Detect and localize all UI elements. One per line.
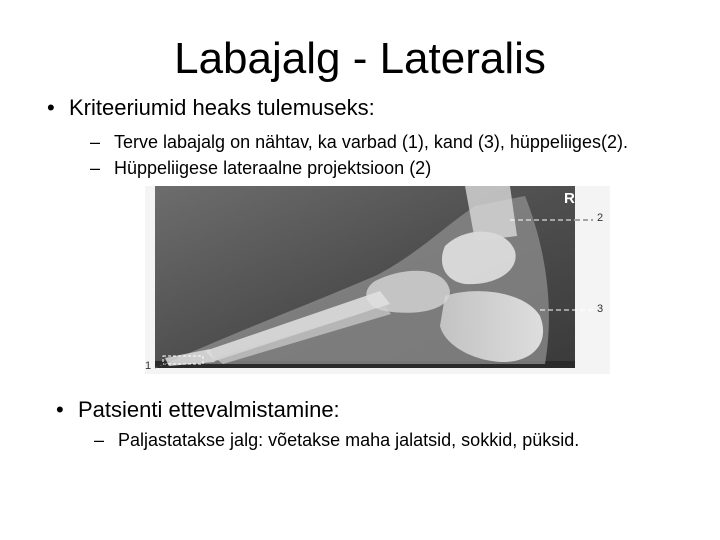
foot-xray-graphic	[145, 186, 610, 374]
bullet-preparation	[56, 396, 340, 424]
dash-symbol: –	[90, 132, 101, 152]
label-1: 1	[145, 360, 152, 372]
label-2: 2	[597, 212, 604, 224]
bullet-criteria-text: Kriteeriumid heaks tulemuseks:	[69, 95, 375, 120]
bullet-preparation-text: Patsienti ettevalmistamine:	[78, 397, 340, 422]
subitem-criteria-1	[90, 130, 628, 154]
foot-xray-image	[145, 186, 610, 374]
slide-title: Labajalg - Lateralis	[174, 34, 546, 83]
subitem-preparation-1	[94, 428, 579, 452]
dash-symbol: –	[90, 158, 101, 178]
dash-symbol: –	[94, 430, 105, 450]
bullet-symbol: •	[47, 95, 55, 120]
subitem-text: Hüppeliigese lateraalne projektsioon (2)	[114, 158, 432, 178]
subitem-text: Terve labajalg on nähtav, ka varbad (1), kand (3), hüppeliiges(2).	[114, 132, 628, 152]
subitem-criteria-2	[90, 156, 431, 180]
side-marker-r: R	[564, 190, 575, 207]
bullet-symbol: •	[56, 397, 64, 422]
bullet-criteria	[47, 94, 375, 122]
subitem-text: Paljastatakse jalg: võetakse maha jalatsid, sokkid, püksid.	[118, 430, 580, 450]
label-3: 3	[597, 303, 604, 315]
